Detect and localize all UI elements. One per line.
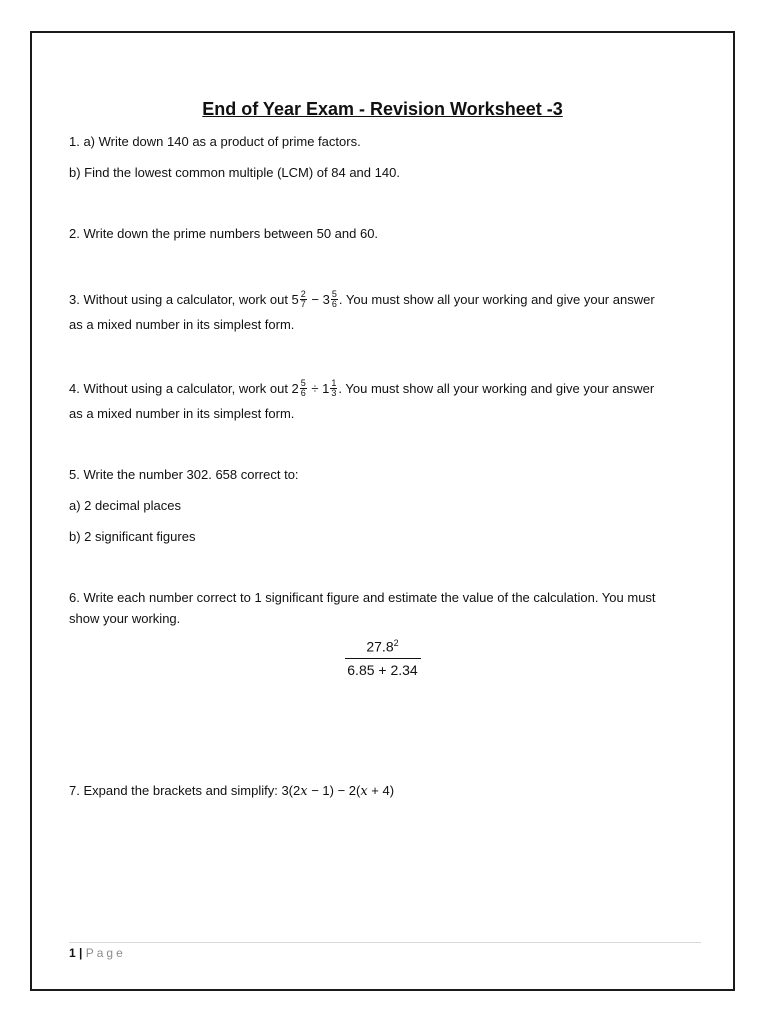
question-3-prefix: 3. Without using a calculator, work out 5 — [69, 291, 299, 307]
calculation-denominator: 6.85 + 2.34 — [347, 661, 418, 678]
fraction-numerator: 5 — [331, 289, 337, 299]
fraction-five-sixths — [331, 290, 338, 309]
page-footer — [69, 946, 126, 960]
question-4-prefix: 4. Without using a calculator, work out 2 — [69, 380, 299, 396]
fraction-two-sevenths — [300, 290, 307, 309]
footer-divider — [69, 942, 701, 943]
question-5b: b) 2 significant figures — [69, 529, 196, 544]
fraction-numerator: 2 — [300, 289, 306, 299]
question-4-suffix: . You must show all your working and give your answer — [338, 380, 655, 396]
fraction-numerator: 1 — [331, 378, 337, 388]
variable-x: x — [360, 784, 368, 799]
fraction-denominator: 7 — [300, 299, 306, 309]
fraction-denominator: 3 — [331, 388, 337, 398]
question-2: 2. Write down the prime numbers between 50 and 60. — [69, 226, 379, 241]
question-7-suffix: + 4) — [367, 783, 395, 798]
fraction-denominator: 6 — [300, 388, 306, 398]
question-5-stem: 5. Write the number 302. 658 correct to: — [69, 467, 299, 482]
fraction-denominator: 6 — [331, 299, 337, 309]
question-3-operator: − 3 — [307, 291, 330, 307]
question-6-line-2: show your working. — [69, 611, 181, 626]
question-1b: b) Find the lowest common multiple (LCM) of 84 and 140. — [69, 165, 400, 180]
calculation-numerator — [32, 638, 733, 658]
fraction-numerator: 5 — [300, 378, 306, 388]
page-title: End of Year Exam - Revision Worksheet -3 — [202, 99, 563, 119]
question-7-middle: − 1) − 2( — [307, 783, 361, 798]
question-3-line-1 — [69, 291, 655, 310]
question-1a: 1. a) Write down 140 as a product of prime factors. — [69, 134, 361, 149]
fraction-one-third — [330, 379, 337, 398]
page-number: 1 — [69, 946, 76, 960]
numerator-base: 27.8 — [366, 638, 394, 655]
worksheet-page — [30, 31, 735, 991]
question-4-line-1 — [69, 380, 654, 399]
question-3-suffix: . You must show all your working and give your answer — [338, 291, 655, 307]
page-word: Page — [85, 946, 126, 960]
question-6-line-1: 6. Write each number correct to 1 significant figure and estimate the value of the calculation. You must — [69, 590, 656, 605]
calculation-fraction — [32, 638, 733, 678]
fraction-five-sixths — [300, 379, 307, 398]
question-4-operator: ÷ 1 — [307, 380, 330, 396]
question-5a: a) 2 decimal places — [69, 498, 181, 513]
question-3-line-2: as a mixed number in its simplest form. — [69, 317, 295, 332]
question-7 — [69, 783, 394, 800]
question-7-prefix: 7. Expand the brackets and simplify: 3(2 — [69, 783, 301, 798]
question-4-line-2: as a mixed number in its simplest form. — [69, 406, 295, 421]
footer-separator: | — [75, 946, 86, 960]
numerator-exponent: 2 — [393, 638, 399, 648]
variable-x: x — [300, 784, 308, 799]
